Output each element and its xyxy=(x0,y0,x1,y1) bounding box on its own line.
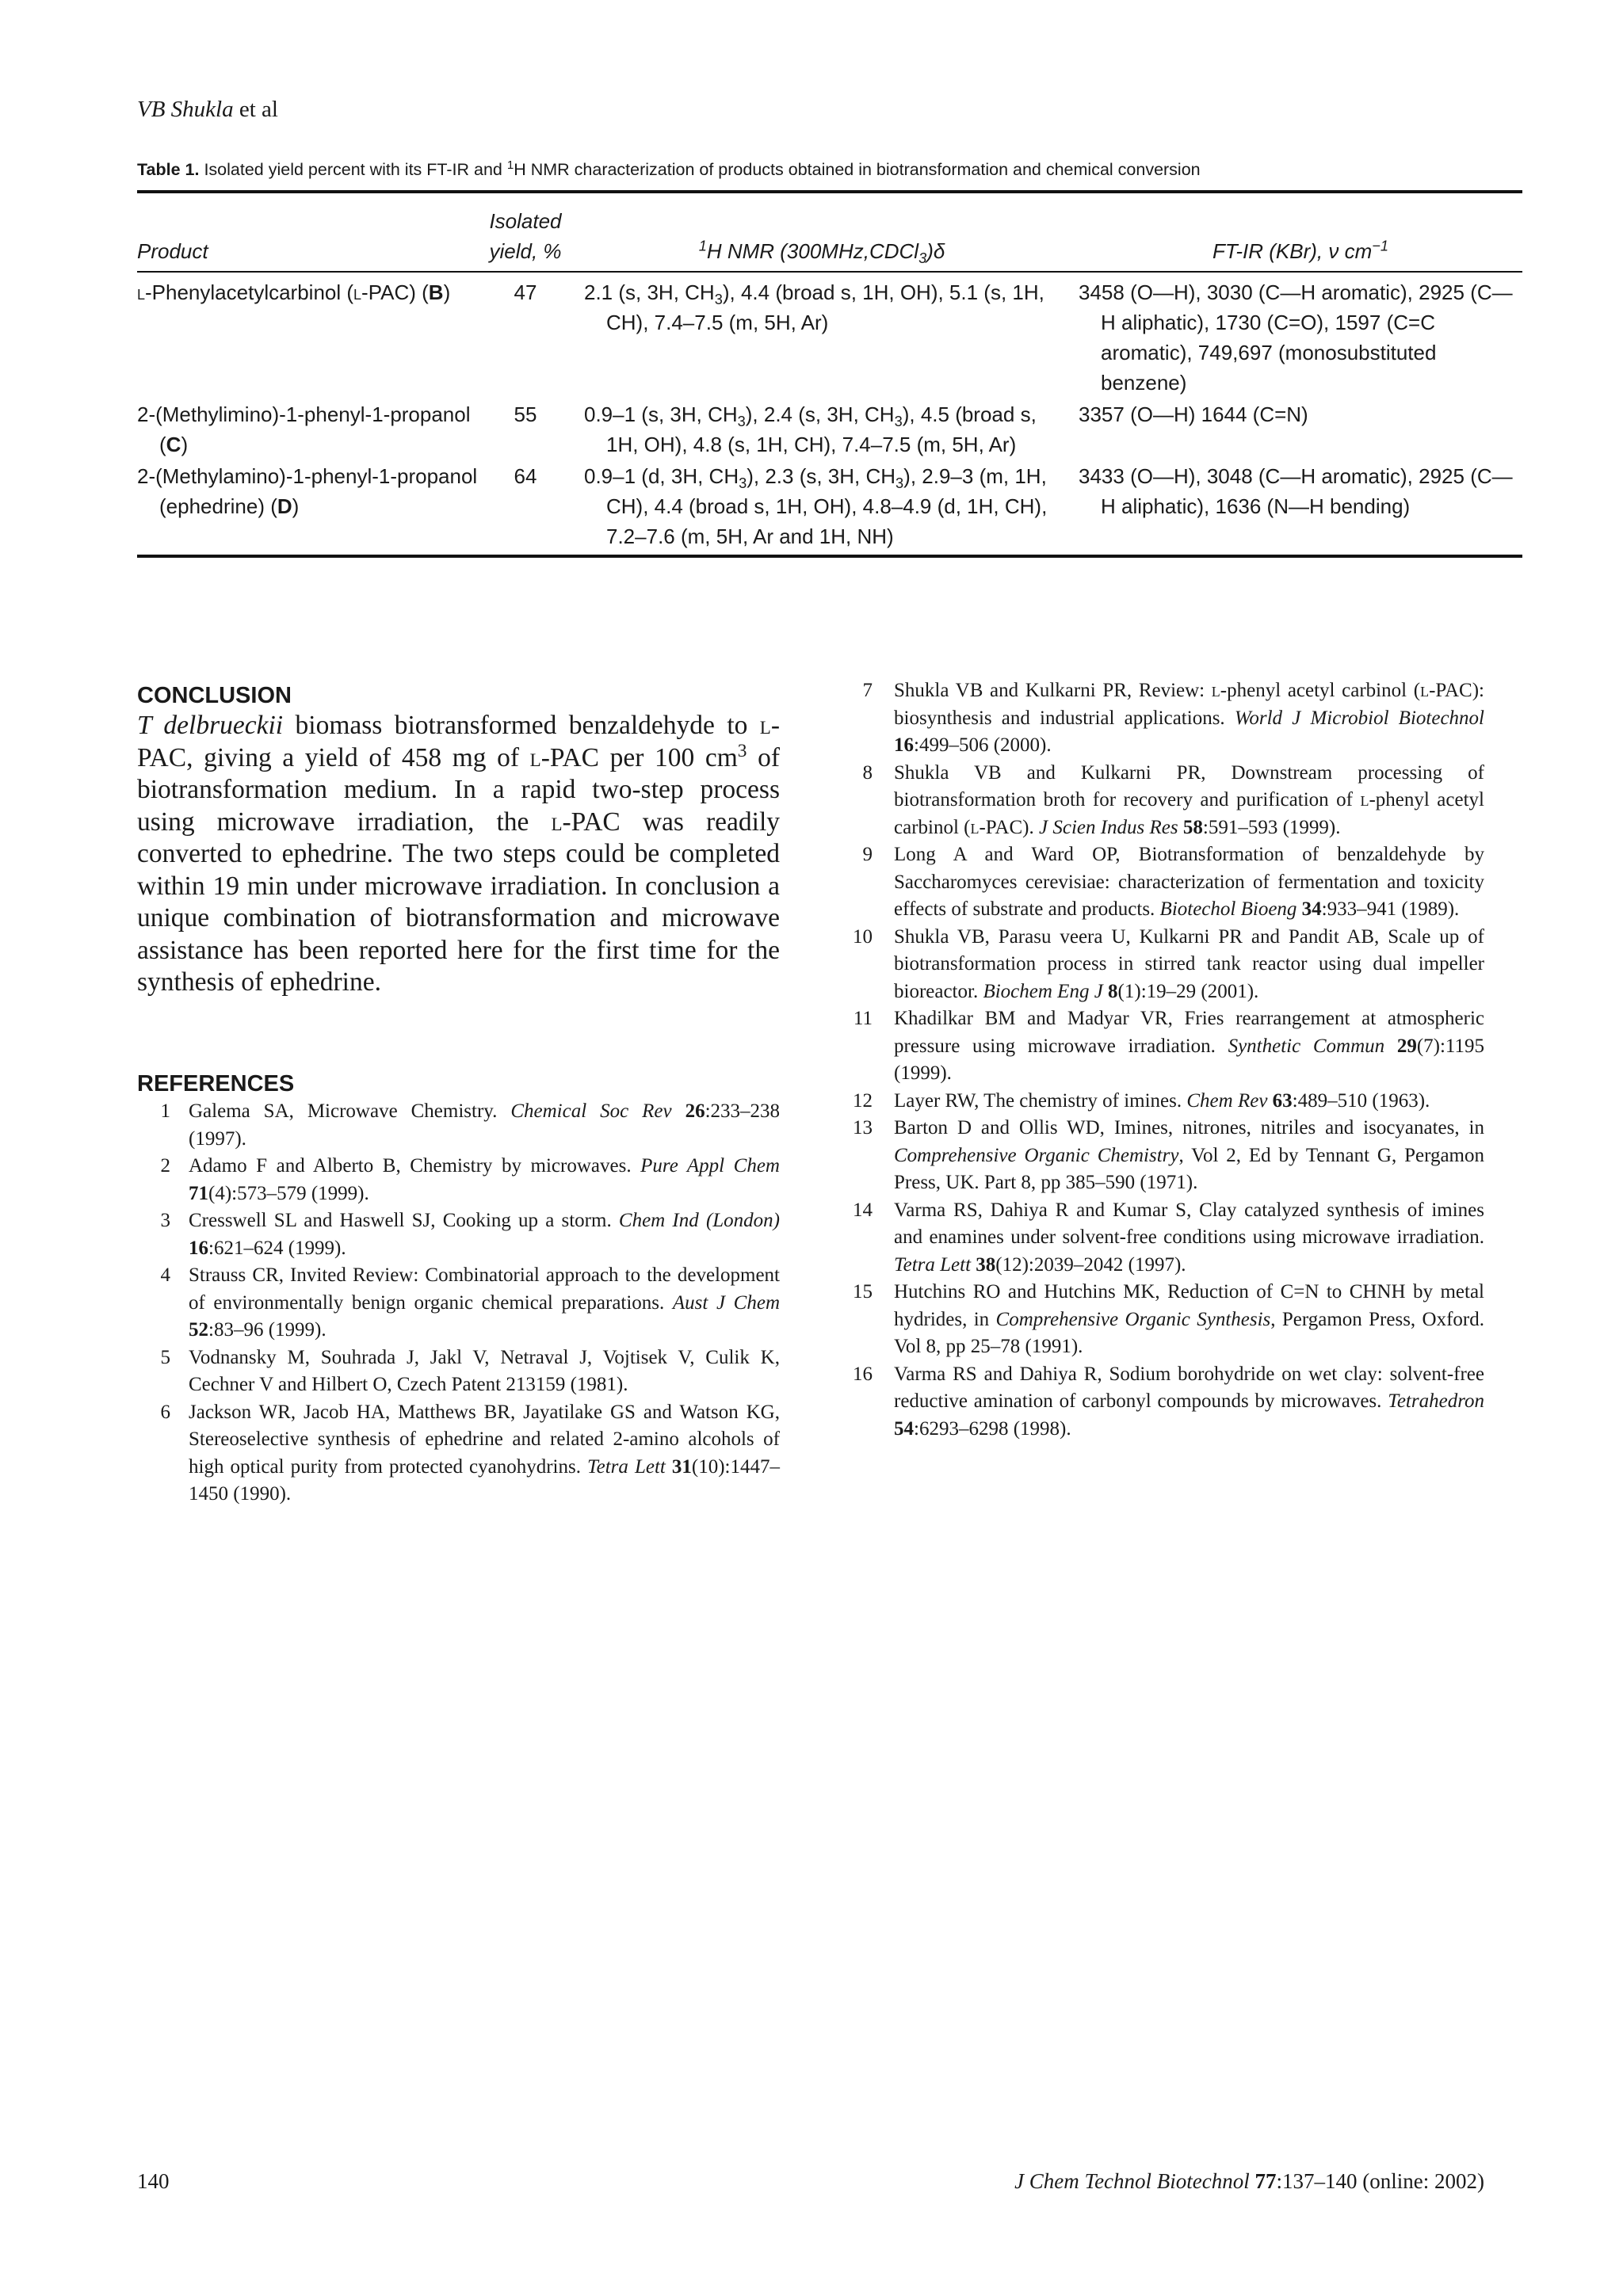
references-list-right xyxy=(842,677,1484,1443)
reference-item xyxy=(842,1279,1484,1361)
header-ir-sup: −1 xyxy=(1372,238,1388,254)
reference-text: Vodnansky M, Souhrada J, Jakl V, Netraval J, Vojtisek V, Culik K, Cechner V and Hilbert O, Czech Patent 213159 (1981). xyxy=(189,1346,780,1395)
reference-number: 14 xyxy=(853,1199,873,1221)
reference-item xyxy=(842,760,1484,842)
reference-item xyxy=(137,1262,780,1344)
reference-item xyxy=(842,1197,1484,1280)
table-row xyxy=(137,460,1522,556)
table-caption-pre: Isolated yield percent with its FT-IR and xyxy=(199,160,507,179)
reference-item xyxy=(842,924,1484,1006)
cell-yield: 47 xyxy=(514,280,537,304)
header-product: Product xyxy=(137,239,208,263)
page-number: 140 xyxy=(137,2169,170,2193)
reference-text: Shukla VB and Kulkarni PR, Review: l-phenyl acetyl carbinol (l-PAC): biosynthesis and industrial applications. World J Microbiol Biotechnol 16:499–506 (2000). xyxy=(894,680,1484,756)
header-ir-pre: FT-IR (KBr), ν cm xyxy=(1212,239,1373,263)
reference-text: Hutchins RO and Hutchins MK, Reduction of C=N to CHNH by metal hydrides, in Comprehensive Organic Synthesis, Pergamon Press, Oxford. Vol 8, pp 25–78 (1991). xyxy=(894,1281,1484,1357)
references-list-left xyxy=(137,1098,780,1508)
reference-text: Varma RS and Dahiya R, Sodium borohydride on wet clay: solvent-free reductive amination of carbonyl compounds by microwaves. Tetrahedron 54:6293–6298 (1998). xyxy=(894,1363,1484,1440)
reference-number: 1 xyxy=(160,1100,170,1122)
data-table xyxy=(137,190,1522,558)
cell-ir: 3458 (O—H), 3030 (C—H aromatic), 2925 (C—H aliphatic), 1730 (C=O), 1597 (C=C aromatic), 749,697 (monosubstituted benzene) xyxy=(1079,280,1513,395)
reference-number: 12 xyxy=(853,1089,873,1112)
reference-number: 2 xyxy=(160,1155,170,1177)
cell-product: 2-(Methylamino)-1-phenyl-1-propanol (ephedrine) (D) xyxy=(137,464,478,518)
journal-name: J Chem Technol Biotechnol xyxy=(1014,2169,1250,2193)
journal-volume: 77 xyxy=(1254,2169,1277,2193)
cell-yield: 64 xyxy=(514,464,537,488)
header-nmr-sub: 3 xyxy=(918,250,927,267)
table-header-row xyxy=(137,192,1522,272)
reference-number: 6 xyxy=(160,1401,170,1423)
header-yield-line2: yield, % xyxy=(489,239,562,263)
reference-text: Adamo F and Alberto B, Chemistry by microwaves. Pure Appl Chem 71(4):573–579 (1999). xyxy=(189,1155,780,1204)
reference-number: 4 xyxy=(160,1264,170,1286)
header-ir xyxy=(1060,192,1522,272)
reference-text: Khadilkar BM and Madyar VR, Fries rearrangement at atmospheric pressure using microwave irradiation. Synthetic Commun 29(7):1195 (1999). xyxy=(894,1008,1484,1084)
conclusion-heading: CONCLUSION xyxy=(137,683,292,708)
table-row xyxy=(137,272,1522,398)
cell-product: 2-(Methylimino)-1-phenyl-1-propanol (C) xyxy=(137,402,471,456)
cell-nmr: 2.1 (s, 3H, $CH_3$), 4.4 (broad s, 1H, OH), 5.1 (s, 1H, CH), 7.4–7.5 (m, 5H, Ar) xyxy=(584,280,1044,334)
reference-number: 8 xyxy=(862,761,873,784)
reference-text: Barton D and Ollis WD, Imines, nitrones, nitriles and isocyanates, in Comprehensive Organic Chemistry, Vol 2, Ed by Tennant G, Pergamon Press, UK. Part 8, pp 385–590 (1971). xyxy=(894,1117,1485,1193)
cell-nmr: 0.9–1 (s, 3H, $CH_3$), 2.4 (s, 3H, $CH_3$), 4.5 (broad s, 1H, OH), 4.8 (s, 1H, CH), 7.4–7.5 (m, 5H, Ar) xyxy=(584,402,1037,456)
table-caption-sup: 1 xyxy=(506,158,514,172)
table-caption xyxy=(137,160,1484,180)
reference-text: Shukla VB, Parasu veera U, Kulkarni PR and Pandit AB, Scale up of biotransformation process in stirred tank reactor using dual impeller bioreactor. Biochem Eng J 8(1):19–29 (2001). xyxy=(894,925,1484,1002)
header-yield-line1: Isolated xyxy=(489,209,562,233)
conclusion-body: T delbrueckii biomass biotransformed benzaldehyde to l-PAC, giving a yield of 458 mg of l-PAC per 100 $cm^3$ of biotransformation medium. In a rapid two-step process using microwave irradiation, the l-PAC was readily converted to ephedrine. The two steps could be completed within 19 min under microwave irradiation. In conclusion a unique combination of biotransformation and microwave assistance has been reported here for the first time for the synthesis of ephedrine. xyxy=(137,711,780,997)
header-nmr xyxy=(565,192,1060,272)
header-nmr-pre: H NMR (300MHz,CDCl xyxy=(706,239,919,263)
reference-item xyxy=(842,677,1484,760)
table-caption-post: H NMR characterization of products obtained in biotransformation and chemical conversion xyxy=(514,160,1201,179)
reference-text: Galema SA, Microwave Chemistry. Chemical Soc Rev 26:233–238 (1997). xyxy=(189,1100,781,1150)
reference-number: 3 xyxy=(160,1210,170,1231)
reference-item xyxy=(842,1115,1484,1197)
reference-number: 10 xyxy=(853,925,873,948)
reference-number: 16 xyxy=(853,1363,873,1385)
header-yield xyxy=(486,192,565,272)
reference-item xyxy=(137,1207,780,1262)
cell-ir: 3433 (O—H), 3048 (C—H aromatic), 2925 (C—H aliphatic), 1636 (N—H bending) xyxy=(1079,464,1513,518)
reference-item xyxy=(842,1361,1484,1444)
reference-text: Shukla VB and Kulkarni PR, Downstream processing of biotransformation broth for recovery and purification of l-phenyl acetyl carbinol (l-PAC). J Scien Indus Res 58:591–593 (1999). xyxy=(894,761,1484,838)
running-head xyxy=(137,97,278,123)
reference-text: Jackson WR, Jacob HA, Matthews BR, Jayatilake GS and Watson KG, Stereoselective synthesis of ephedrine and related 2-amino alcohols of high optical purity from protected cyanohydrins. Tetra Lett 31(10):1447–1450 (1990). xyxy=(189,1401,780,1505)
reference-item xyxy=(137,1153,780,1207)
table-body xyxy=(137,272,1522,556)
cell-ir: 3357 (O—H) 1644 (C=N) xyxy=(1079,402,1308,426)
table-row xyxy=(137,398,1522,460)
reference-text: Cresswell SL and Haswell SJ, Cooking up a storm. Chem Ind (London) 16:621–624 (1999). xyxy=(189,1210,780,1259)
reference-item xyxy=(137,1344,780,1399)
journal-footer xyxy=(1014,2169,1484,2194)
references-heading: REFERENCES xyxy=(137,1071,295,1097)
table-label: Table 1. xyxy=(137,160,200,179)
reference-number: 11 xyxy=(853,1008,873,1029)
reference-text: Layer RW, The chemistry of imines. Chem Rev 63:489–510 (1963). xyxy=(894,1089,1430,1112)
reference-item xyxy=(842,1005,1484,1088)
cell-yield: 55 xyxy=(514,402,537,426)
running-head-authors: VB Shukla xyxy=(137,97,234,122)
reference-text: Varma RS, Dahiya R and Kumar S, Clay catalyzed synthesis of imines and enamines under solvent-free conditions using microwave irradiation. Tetra Lett 38(12):2039–2042 (1997). xyxy=(894,1199,1484,1276)
cell-product: l-Phenylacetylcarbinol (l-PAC) (B) xyxy=(137,280,451,304)
header-nmr-post: )δ xyxy=(926,239,945,263)
reference-number: 13 xyxy=(853,1117,873,1138)
running-head-etal: et al xyxy=(233,97,278,122)
reference-number: 15 xyxy=(853,1281,873,1302)
reference-number: 9 xyxy=(862,844,873,865)
cell-nmr: 0.9–1 (d, 3H, $CH_3$), 2.3 (s, 3H, $CH_3$), 2.9–3 (m, 1H, CH), 4.4 (broad s, 1H, OH), 4.8–4.9 (d, 1H, CH), 7.2–7.6 (m, 5H, Ar and 1H, NH) xyxy=(584,464,1048,548)
reference-text: Strauss CR, Invited Review: Combinatorial approach to the development of environmentally benign organic chemical preparations. Aust J Chem 52:83–96 (1999). xyxy=(189,1264,780,1341)
journal-pages: :137–140 (online: 2002) xyxy=(1276,2169,1484,2193)
reference-number: 7 xyxy=(862,680,873,701)
reference-item xyxy=(842,841,1484,924)
reference-item xyxy=(137,1098,780,1153)
reference-item xyxy=(842,1088,1484,1116)
reference-item xyxy=(137,1399,780,1508)
reference-number: 5 xyxy=(160,1346,170,1368)
reference-text: Long A and Ward OP, Biotransformation of benzaldehyde by Saccharomyces cerevisiae: characterization of fermentation and toxicity effects of substrate and products. Biotechol Bioeng 34:933–941 (1989). xyxy=(894,844,1484,920)
header-nmr-sup: 1 xyxy=(698,238,707,254)
